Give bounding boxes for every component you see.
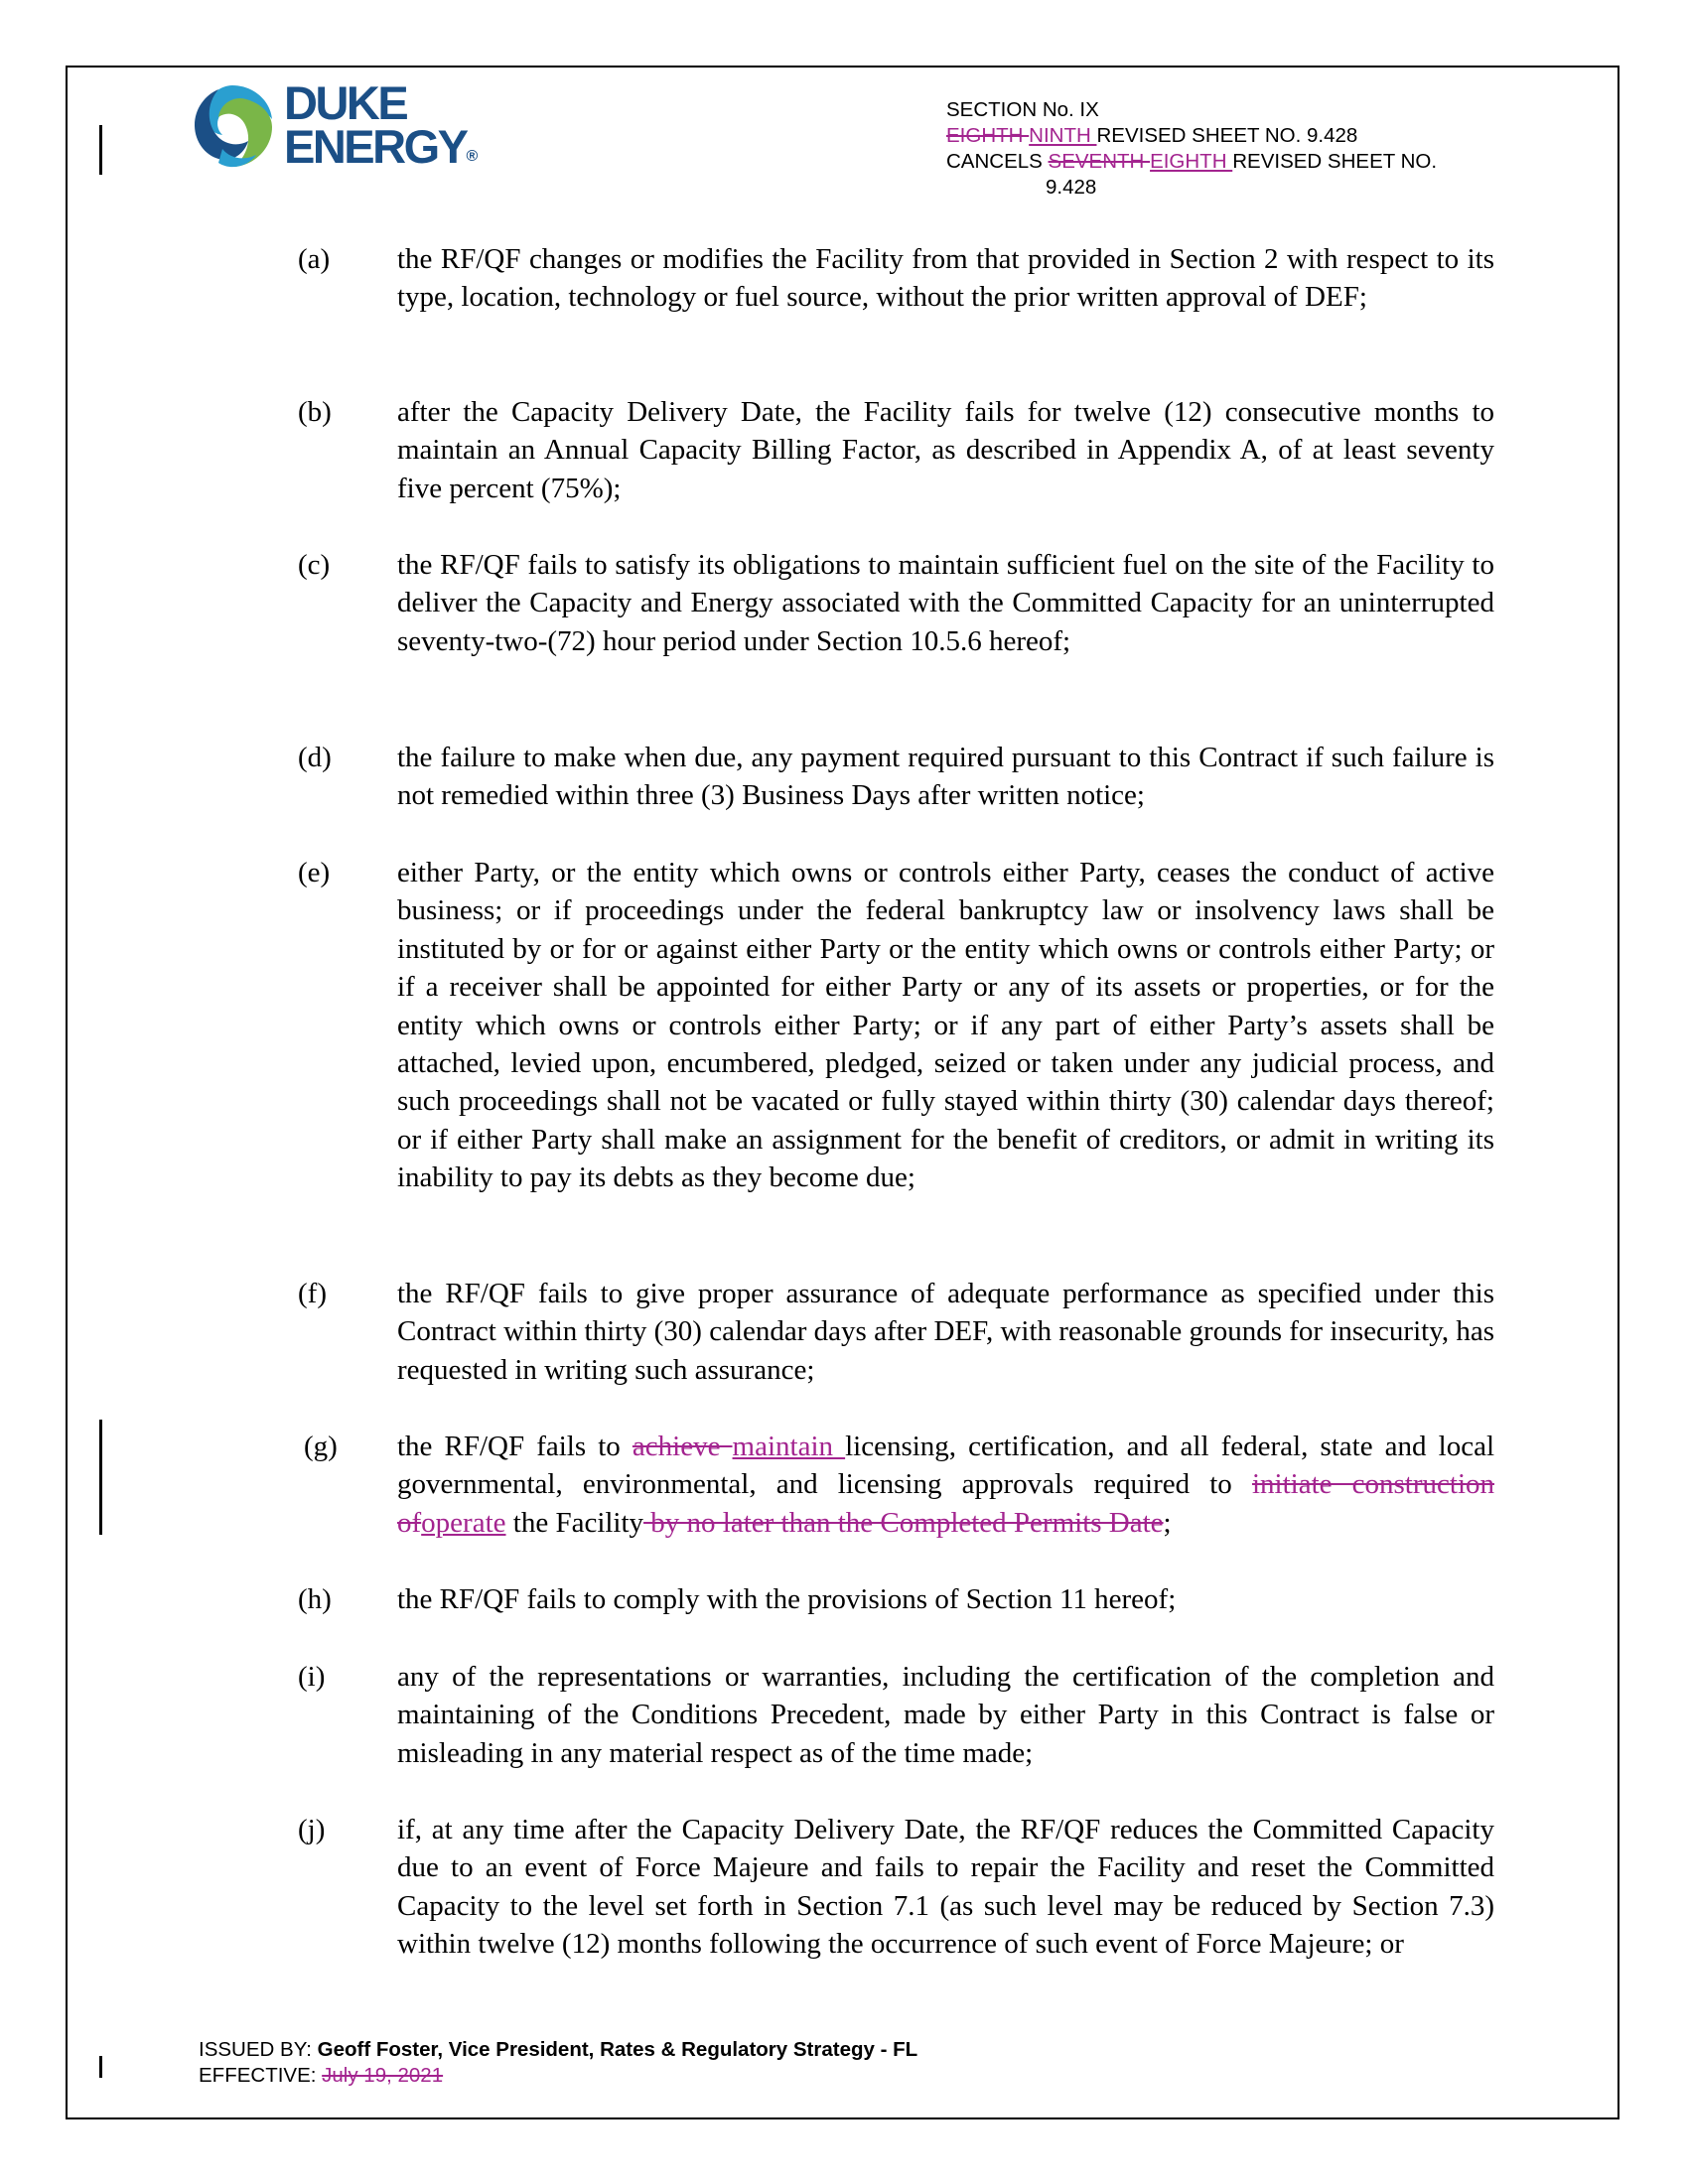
change-bar-paragraph-g bbox=[99, 1420, 102, 1535]
paragraph-c bbox=[298, 546, 1494, 660]
effective-deleted-date: July 19, 2021 bbox=[322, 2064, 444, 2087]
effective-line: EFFECTIVE: July 19, 2021 bbox=[199, 2064, 444, 2087]
paragraph-label: (h) bbox=[298, 1583, 332, 1615]
change-bar-footer bbox=[99, 2056, 102, 2078]
section-number: SECTION No. IX bbox=[946, 98, 1099, 121]
logo-wordmark: DUKE ENERGY® bbox=[284, 76, 479, 173]
deleted-text: initiate construction of bbox=[397, 1468, 1495, 1539]
paragraph-text: if, at any time after the Capacity Delivery Date, the RF/QF reduces the Committed Capacity due to an event of Force Majeure and fails to repair the Facility and reset the Committed Capacity to the level set forth in Section 7.1 (as such level may be reduced by Section 7.3) within twelve (12) months following the occurrence of such event of Force Majeure; or bbox=[397, 1814, 1494, 1961]
paragraph-text: the failure to make when due, any payment required pursuant to this Contract if such failure is not remedied within three (3) Business Days after written notice; bbox=[397, 742, 1494, 812]
paragraph-text: the RF/QF fails to achieve maintain licensing, certification, and all federal, state and local governmental, environmental, and licensing approvals required to initiate construction ofoperate the Facility by no later than the Completed Permits Date; bbox=[397, 1431, 1495, 1539]
paragraph-b bbox=[298, 393, 1494, 507]
paragraph-label: (i) bbox=[298, 1661, 326, 1693]
paragraph-label: (e) bbox=[298, 857, 331, 888]
cancels-inserted-text: EIGHTH bbox=[1150, 150, 1233, 173]
sheet-deleted-text: EIGHTH bbox=[946, 124, 1030, 147]
paragraph-i bbox=[298, 1658, 1494, 1772]
paragraph-a bbox=[298, 240, 1494, 317]
paragraph-label: (a) bbox=[298, 243, 331, 275]
paragraph-d bbox=[298, 739, 1494, 815]
inserted-text: operate bbox=[421, 1506, 506, 1539]
paragraph-label: (b) bbox=[298, 396, 332, 428]
logo-swirl-icon bbox=[187, 79, 278, 171]
duke-energy-logo bbox=[187, 77, 485, 187]
paragraph-text: the RF/QF fails to give proper assurance of adequate performance as specified under this Contract within thirty (30) calendar days after DEF, with reasonable grounds for insecurity, has requested in writing such assurance; bbox=[397, 1278, 1494, 1386]
footer bbox=[199, 2037, 917, 2089]
deleted-text: by no later than the Completed Permits Date bbox=[643, 1506, 1164, 1539]
paragraph-text: after the Capacity Delivery Date, the Facility fails for twelve (12) consecutive months to maintain an Annual Capacity Billing Factor, as described in Appendix A, of at least seventy five percent (75%); bbox=[397, 396, 1494, 504]
inserted-text: maintain bbox=[732, 1431, 846, 1462]
paragraph-text: the RF/QF fails to comply with the provisions of Section 11 hereof; bbox=[397, 1583, 1177, 1615]
paragraph-label: (j) bbox=[298, 1814, 326, 1845]
paragraph-text: the RF/QF fails to satisfy its obligations to maintain sufficient fuel on the site of the Facility to deliver the Capacity and Energy associated with the Committed Capacity for an uninterrupted seventy-two-(72) hour period under Section 10.5.6 hereof; bbox=[397, 549, 1494, 657]
paragraph-label: (d) bbox=[298, 742, 332, 773]
paragraph-text: the RF/QF changes or modifies the Facility from that provided in Section 2 with respect to its type, location, technology or fuel source, without the prior written approval of DEF; bbox=[397, 243, 1494, 314]
deleted-text: achieve bbox=[632, 1431, 733, 1462]
sheet-inserted-text: NINTH bbox=[1029, 124, 1097, 147]
cancels-sheet-number: 9.428 bbox=[1046, 176, 1097, 199]
revised-sheet-line: EIGHTH NINTH REVISED SHEET NO. 9.428 bbox=[946, 124, 1358, 147]
paragraph-f bbox=[298, 1275, 1494, 1389]
change-bar-header bbox=[99, 125, 102, 175]
paragraph-g bbox=[298, 1428, 1494, 1542]
cancels-deleted-text: SEVENTH bbox=[1048, 150, 1151, 173]
paragraph-e bbox=[298, 854, 1494, 1197]
sheet-header bbox=[946, 97, 1502, 201]
paragraph-j bbox=[298, 1811, 1494, 1964]
issued-by-line: ISSUED BY: Geoff Foster, Vice President, Rates & Regulatory Strategy - FL bbox=[199, 2038, 918, 2061]
paragraph-text: any of the representations or warranties, including the certification of the completion and maintaining of the Conditions Precedent, made by either Party in this Contract is false or misleading in any material respect as of the time made; bbox=[397, 1661, 1494, 1769]
paragraph-h bbox=[298, 1580, 1494, 1618]
paragraph-label: (f) bbox=[298, 1278, 327, 1309]
paragraph-text: either Party, or the entity which owns or controls either Party, ceases the conduct of active business; or if proceedings under the federal bankruptcy law or insolvency laws shall be instituted by or for or against either Party or the entity which owns or controls either Party; or if a receiver shall be appointed for either Party or any of its assets or properties, or for the entity which owns or controls either Party; or if any part of either Party’s assets shall be attached, levied upon, encumbered, pledged, seized or taken under any judicial process, and such proceedings shall not be vacated or fully stayed within thirty (30) calendar days thereof; or if either Party shall make an assignment for the benefit of creditors, or admit in writing its inability to pay its debts as they become due; bbox=[397, 857, 1494, 1194]
paragraph-label: (g) bbox=[304, 1431, 338, 1462]
cancels-line: CANCELS SEVENTH EIGHTH REVISED SHEET NO. bbox=[946, 150, 1438, 173]
paragraph-label: (c) bbox=[298, 549, 331, 581]
